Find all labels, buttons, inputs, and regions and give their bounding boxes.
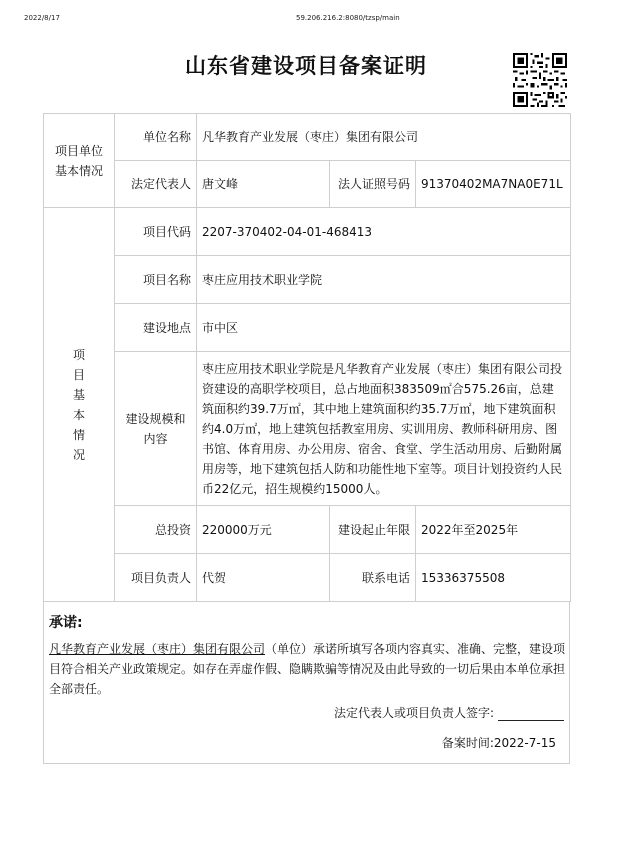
project-section-char: 基 [72, 387, 85, 402]
manager-value: 代贺 [197, 554, 330, 602]
project-code-label: 项目代码 [115, 208, 197, 256]
phone-value: 15336375508 [416, 554, 571, 602]
filing-date [442, 734, 556, 751]
print-date: 2022/8/17 [24, 14, 60, 22]
filing-date-value: 2022-7-15 [493, 736, 556, 750]
scale-label: 建设规模和内容 [115, 352, 197, 506]
commitment-text: （单位）承诺所填写各项内容真实、准确、完整，建设项目符合相关产业政策规定。如存在弄虚作假、隐瞒欺骗等情况及由此导致的一切后果由本单位承担全部责任。 [49, 642, 566, 696]
qr-code-icon [513, 53, 567, 107]
filing-date-label: 备案时间: [441, 736, 494, 750]
project-section-label [44, 208, 115, 602]
document-title: 山东省建设项目备案证明 [185, 54, 427, 78]
page-url: 59.206.216.2:8080/tzsp/main [296, 14, 400, 22]
project-section-char: 项 [72, 347, 85, 362]
legal-id-label: 法人证照号码 [330, 161, 416, 208]
legal-rep-label: 法定代表人 [115, 161, 197, 208]
phone-label: 联系电话 [330, 554, 416, 602]
period-label: 建设起止年限 [330, 506, 416, 554]
project-section-char: 本 [72, 407, 85, 422]
investment-value: 220000万元 [197, 506, 330, 554]
scale-value: 枣庄应用技术职业学院是凡华教育产业发展（枣庄）集团有限公司投资建设的高职学校项目，总占地面积383509㎡合575.26亩，总建筑面积约39.7万㎡，其中地上建筑面积约35.7万㎡，地下建筑面积约4.0万㎡，地上建筑包括教室用房、实训用房、教师科研用房、图书馆、体育用房、办公用房、宿舍、食堂、学生活动用房、后勤附属用房等，地下建筑包括人防和功能性地下室等。项目计划投资约人民币22亿元，招生规模约15000人。 [197, 352, 571, 506]
manager-label: 项目负责人 [115, 554, 197, 602]
signature-blank [498, 708, 564, 721]
location-value: 市中区 [197, 304, 571, 352]
signature-line [334, 704, 564, 721]
location-label: 建设地点 [115, 304, 197, 352]
signature-label: 法定代表人或项目负责人签字: [333, 706, 494, 720]
commitment-body [49, 639, 569, 699]
unit-name-label: 单位名称 [115, 114, 197, 161]
project-record-table [43, 113, 571, 602]
project-section-char: 况 [72, 447, 85, 462]
project-name-value: 枣庄应用技术职业学院 [197, 256, 571, 304]
commitment-unit: 凡华教育产业发展（枣庄）集团有限公司 [49, 642, 266, 656]
commitment-title: 承诺: [49, 615, 83, 631]
period-value: 2022年至2025年 [416, 506, 571, 554]
project-code-value: 2207-370402-04-01-468413 [197, 208, 571, 256]
commitment-section [43, 602, 570, 764]
investment-label: 总投资 [115, 506, 197, 554]
unit-section-label: 项目单位基本情况 [44, 114, 115, 208]
legal-id-value: 91370402MA7NA0E71L [416, 161, 571, 208]
project-section-char: 目 [72, 367, 85, 382]
legal-rep-value: 唐文峰 [197, 161, 330, 208]
project-name-label: 项目名称 [115, 256, 197, 304]
unit-name-value: 凡华教育产业发展（枣庄）集团有限公司 [197, 114, 571, 161]
project-section-char: 情 [72, 427, 85, 442]
